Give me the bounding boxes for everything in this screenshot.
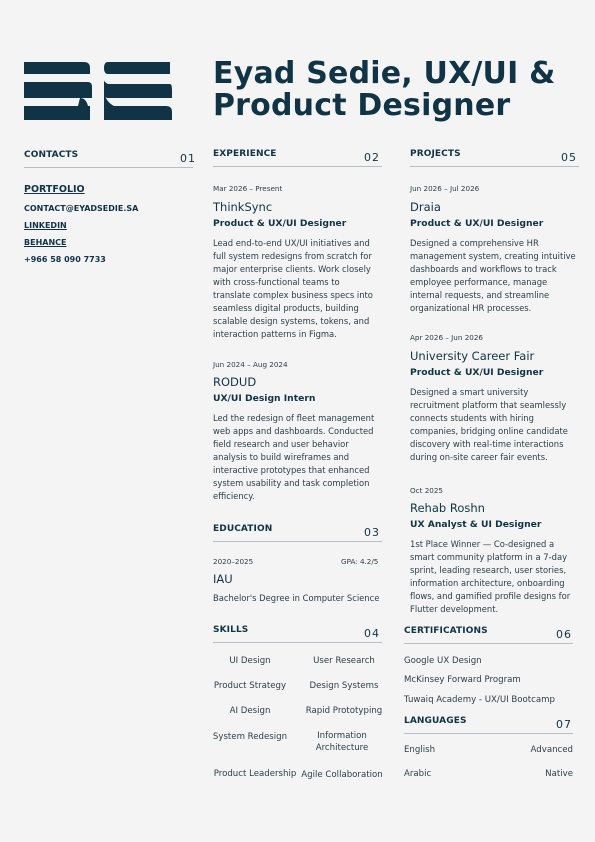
language-name: Arabic	[404, 769, 432, 779]
experience-dates: Jun 2024 – Aug 2024	[213, 360, 288, 369]
experience-description: Led the redesign of fleet management web apps and dashboards. Conducted field research and user behavior analysis to build wireframes and interactive prototypes that enhanced system usability and task completion efficiency.	[213, 413, 375, 501]
project-role: Product & UX/UI Designer	[410, 218, 544, 229]
email-link[interactable]: CONTACT@EYADSEDIE.SA	[24, 204, 139, 213]
project-name: Draia	[410, 200, 441, 214]
divider	[213, 541, 382, 542]
experience-role: Product & UX/UI Designer	[213, 218, 347, 229]
project-dates: Oct 2025	[410, 486, 444, 495]
project-role: UX Analyst & UI Designer	[410, 519, 542, 530]
education-gpa: GPA: 4.2/5	[341, 557, 379, 566]
experience-description: Lead end-to-end UX/UI initiatives and full system redesigns from scratch for major enterprise clients. Work closely with cross-functional teams to translate complex business specs into seamless digital products, building scalable design systems, tokens, and interaction patterns in Figma.	[213, 238, 373, 339]
language-level: Native	[545, 769, 573, 779]
logo-icon	[24, 62, 174, 120]
skill-item: Product Leadership	[213, 769, 297, 779]
project-description: Designed a smart university recruitment platform that seamlessly connects students with hiring companies, bridging online candidate discovery with real-time interactions during on-site career fair events.	[410, 387, 568, 462]
contacts-heading: CONTACTS	[24, 150, 79, 160]
skill-item: Information Architecture	[315, 731, 369, 753]
certification-item: Google UX Design	[404, 656, 482, 666]
education-degree: Bachelor's Degree in Computer Science	[213, 593, 380, 603]
projects-number: 05	[561, 151, 577, 164]
divider	[404, 643, 573, 644]
project-role: Product & UX/UI Designer	[410, 367, 544, 378]
divider	[213, 166, 382, 167]
certifications-heading: CERTIFICATIONS	[404, 626, 488, 636]
project-name: Rehab Roshn	[410, 501, 485, 515]
education-school: IAU	[213, 572, 233, 586]
education-heading: EDUCATION	[213, 524, 273, 534]
phone-number: +966 58 090 7733	[24, 255, 106, 264]
certifications-number: 06	[556, 628, 572, 641]
skills-number: 04	[364, 627, 380, 640]
experience-heading: EXPERIENCE	[213, 149, 277, 159]
skill-item: User Research	[313, 656, 375, 666]
portfolio-link[interactable]: PORTFOLIO	[24, 184, 85, 195]
skills-heading: SKILLS	[213, 625, 249, 635]
skill-item: UI Design	[229, 656, 271, 666]
language-level: Advanced	[530, 745, 573, 755]
page-title: Eyad Sedie, UX/UI & Product Designer	[213, 56, 556, 123]
project-dates: Jun 2026 – Jul 2026	[410, 184, 480, 193]
experience-number: 02	[364, 151, 380, 164]
experience-role: UX/UI Design Intern	[213, 393, 316, 404]
skill-item: Rapid Prototyping	[305, 706, 383, 716]
languages-number: 07	[556, 718, 572, 731]
experience-company: RODUD	[213, 375, 257, 389]
skill-item: AI Design	[229, 706, 271, 716]
certification-item: Tuwaiq Academy - UX/UI Bootcamp	[404, 695, 555, 705]
education-number: 03	[364, 526, 380, 539]
divider	[410, 166, 579, 167]
project-name: University Career Fair	[410, 349, 535, 363]
skill-item: Product Strategy	[213, 681, 287, 691]
contacts-number: 01	[180, 152, 196, 165]
project-description: Designed a comprehensive HR management system, creating intuitive dashboards and workflows to track employee performance, manage internal requests, and streamline organizational HR processes.	[410, 238, 576, 313]
skill-item: System Redesign	[212, 732, 288, 742]
divider	[213, 642, 382, 643]
language-name: English	[404, 745, 436, 755]
behance-link[interactable]: BEHANCE	[24, 238, 67, 247]
certification-item: McKinsey Forward Program	[404, 675, 521, 685]
divider	[24, 167, 193, 168]
es-monogram-logo	[24, 62, 174, 124]
project-dates: Apr 2026 – Jun 2026	[410, 333, 483, 342]
languages-heading: LANGUAGES	[404, 716, 467, 726]
education-dates: 2020–2025	[213, 557, 254, 566]
linkedin-link[interactable]: LINKEDIN	[24, 221, 67, 230]
skill-item: Design Systems	[309, 681, 379, 691]
projects-heading: PROJECTS	[410, 149, 461, 159]
experience-company: ThinkSync	[213, 200, 273, 214]
project-description: 1st Place Winner — Co-designed a smart community platform in a 7-day sprint, leading research, user stories, information architecture, onboarding flows, and gamified profile designs for Flutter development.	[410, 539, 571, 614]
divider	[404, 733, 573, 734]
skill-item: Agile Collaboration	[301, 770, 383, 780]
experience-dates: Mar 2026 – Present	[213, 184, 283, 193]
